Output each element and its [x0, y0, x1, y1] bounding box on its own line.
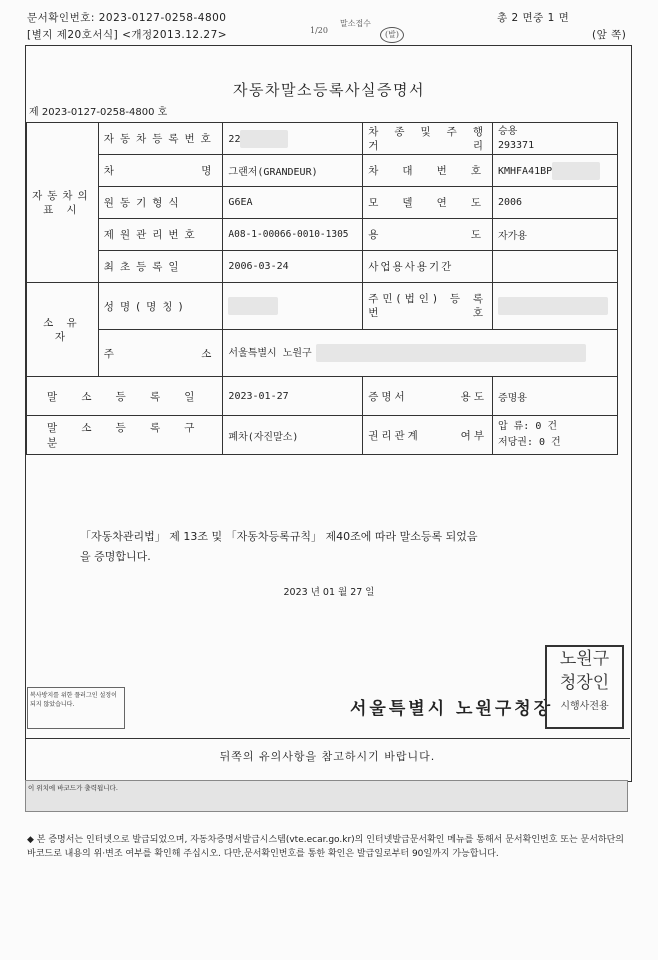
address-label: 주 소: [98, 330, 223, 377]
handwritten-note: 1/20: [310, 26, 328, 35]
owner-name-value: [223, 283, 363, 330]
document-title: 자동차말소등록사실증명서: [233, 81, 425, 99]
model-year-label: 모 델 연 도: [363, 187, 493, 219]
reg-no-label: 자동차등록번호: [98, 123, 223, 155]
vehicle-group-label: 자동차의 표 시: [27, 123, 99, 283]
mileage: 293371: [497, 139, 535, 151]
page-side: (앞 쪽): [592, 29, 627, 41]
footer-text: 본 증명서는 인터넷으로 발급되었으며, 자동차증명서발급시스템(vte.ecar.go.kr)의 인터넷발급문서확인 메뉴를 통해서 문서확인번호 또는 문서하단의 바코드로 내용의 위·변조 여부를 확인해 주십시오. 다만,문서확인번호를 통한 확인은 발급일로부터 90일까지 가능합니다.: [27, 835, 624, 859]
form-label: [별지 제20호서식] <개정2013.12.27>: [27, 29, 228, 41]
owner-group-label: 소 유 자: [27, 283, 99, 377]
vehicle-name-label: 차 명: [98, 155, 223, 187]
purpose-value: 증명용: [492, 377, 617, 416]
mortgage-count: 저당권: 0 건: [497, 437, 561, 448]
dereg-date-value: 2023-01-27: [223, 377, 363, 416]
seizure-count: 압 류: 0 건: [497, 421, 558, 432]
spec-no-label: 제원관리번호: [98, 219, 223, 251]
rights-label: 권리관계 여부: [363, 416, 493, 455]
table-row: [27, 330, 618, 377]
vin-label: 차 대 번 호: [363, 155, 493, 187]
first-reg-value: 2006-03-24: [223, 251, 363, 283]
use-value: 자가용: [492, 219, 617, 251]
table-row: [27, 123, 618, 155]
dereg-kind-value: 폐차(자진말소): [223, 416, 363, 455]
type-mileage-value: [492, 123, 617, 155]
page-count: 총 2 면중 1 면: [497, 12, 570, 24]
barcode-area: 이 위치에 바코드가 출력됩니다.: [25, 780, 628, 812]
biz-period-value: [492, 251, 617, 283]
table-row: [27, 251, 618, 283]
vin-value: KMHFA41BP: [492, 155, 617, 187]
table-row: [27, 283, 618, 330]
table-row: [27, 187, 618, 219]
vehicle-name-value: 그랜저(GRANDEUR): [223, 155, 363, 187]
handwritten-note-2: 말소접수: [340, 19, 371, 28]
document-number: 제 2023-0127-0258-4800 호: [29, 107, 168, 118]
confirm-number: 문서확인번호: 2023-0127-0258-4800: [27, 12, 227, 24]
type-mileage-label: 차 종 및 주 행 거 리: [363, 123, 493, 155]
spec-no-value: A08-1-00066-0010-1305: [223, 219, 363, 251]
rights-value: [492, 416, 617, 455]
table-row: [27, 219, 618, 251]
dereg-date-label: 말 소 등 록 일: [27, 377, 223, 416]
statement-line-2: 을 증명합니다.: [80, 550, 151, 563]
owner-id-value: [492, 283, 617, 330]
vehicle-type: 승용: [497, 125, 518, 137]
footer-notice: [27, 833, 627, 861]
purpose-label: 증명서 용도: [363, 377, 493, 416]
anti-copy-notice: 복사방지를 위한 플러그인 설정이 되지 않았습니다.: [27, 687, 125, 729]
table-row: [27, 377, 618, 416]
reg-no-value: 22: [223, 123, 363, 155]
issuer-name: 서울특별시 노원구청장: [350, 699, 554, 719]
table-row: [27, 155, 618, 187]
use-label: 용 도: [363, 219, 493, 251]
back-notice: 뒤쪽의 유의사항을 참고하시기 바랍니다.: [25, 738, 630, 774]
bullet-icon: ◆: [27, 835, 34, 845]
owner-id-label: 주민(법인) 등 록 번 호: [363, 283, 493, 330]
dereg-kind-label: 말 소 등 록 구 분: [27, 416, 223, 455]
table-row: [27, 416, 618, 455]
engine-label: 원동기형식: [98, 187, 223, 219]
owner-name-label: 성명(명칭): [98, 283, 223, 330]
address-value: 서울특별시 노원구: [223, 330, 618, 377]
engine-value: G6EA: [223, 187, 363, 219]
official-seal: 노원구 청장인 시행사전용: [545, 645, 624, 729]
registration-table: [26, 122, 618, 455]
statement: [80, 527, 600, 567]
biz-period-label: 사업용사용기간: [363, 251, 493, 283]
circled-mark: (발): [380, 27, 404, 43]
statement-line-1: 「자동차관리법」 제 13조 및 「자동차등록규칙」 제40조에 따라 말소등록 되었음: [80, 530, 478, 543]
first-reg-label: 최초등록일: [98, 251, 223, 283]
issue-date: 2023 년 01 월 27 일: [283, 587, 375, 598]
model-year-value: 2006: [492, 187, 617, 219]
